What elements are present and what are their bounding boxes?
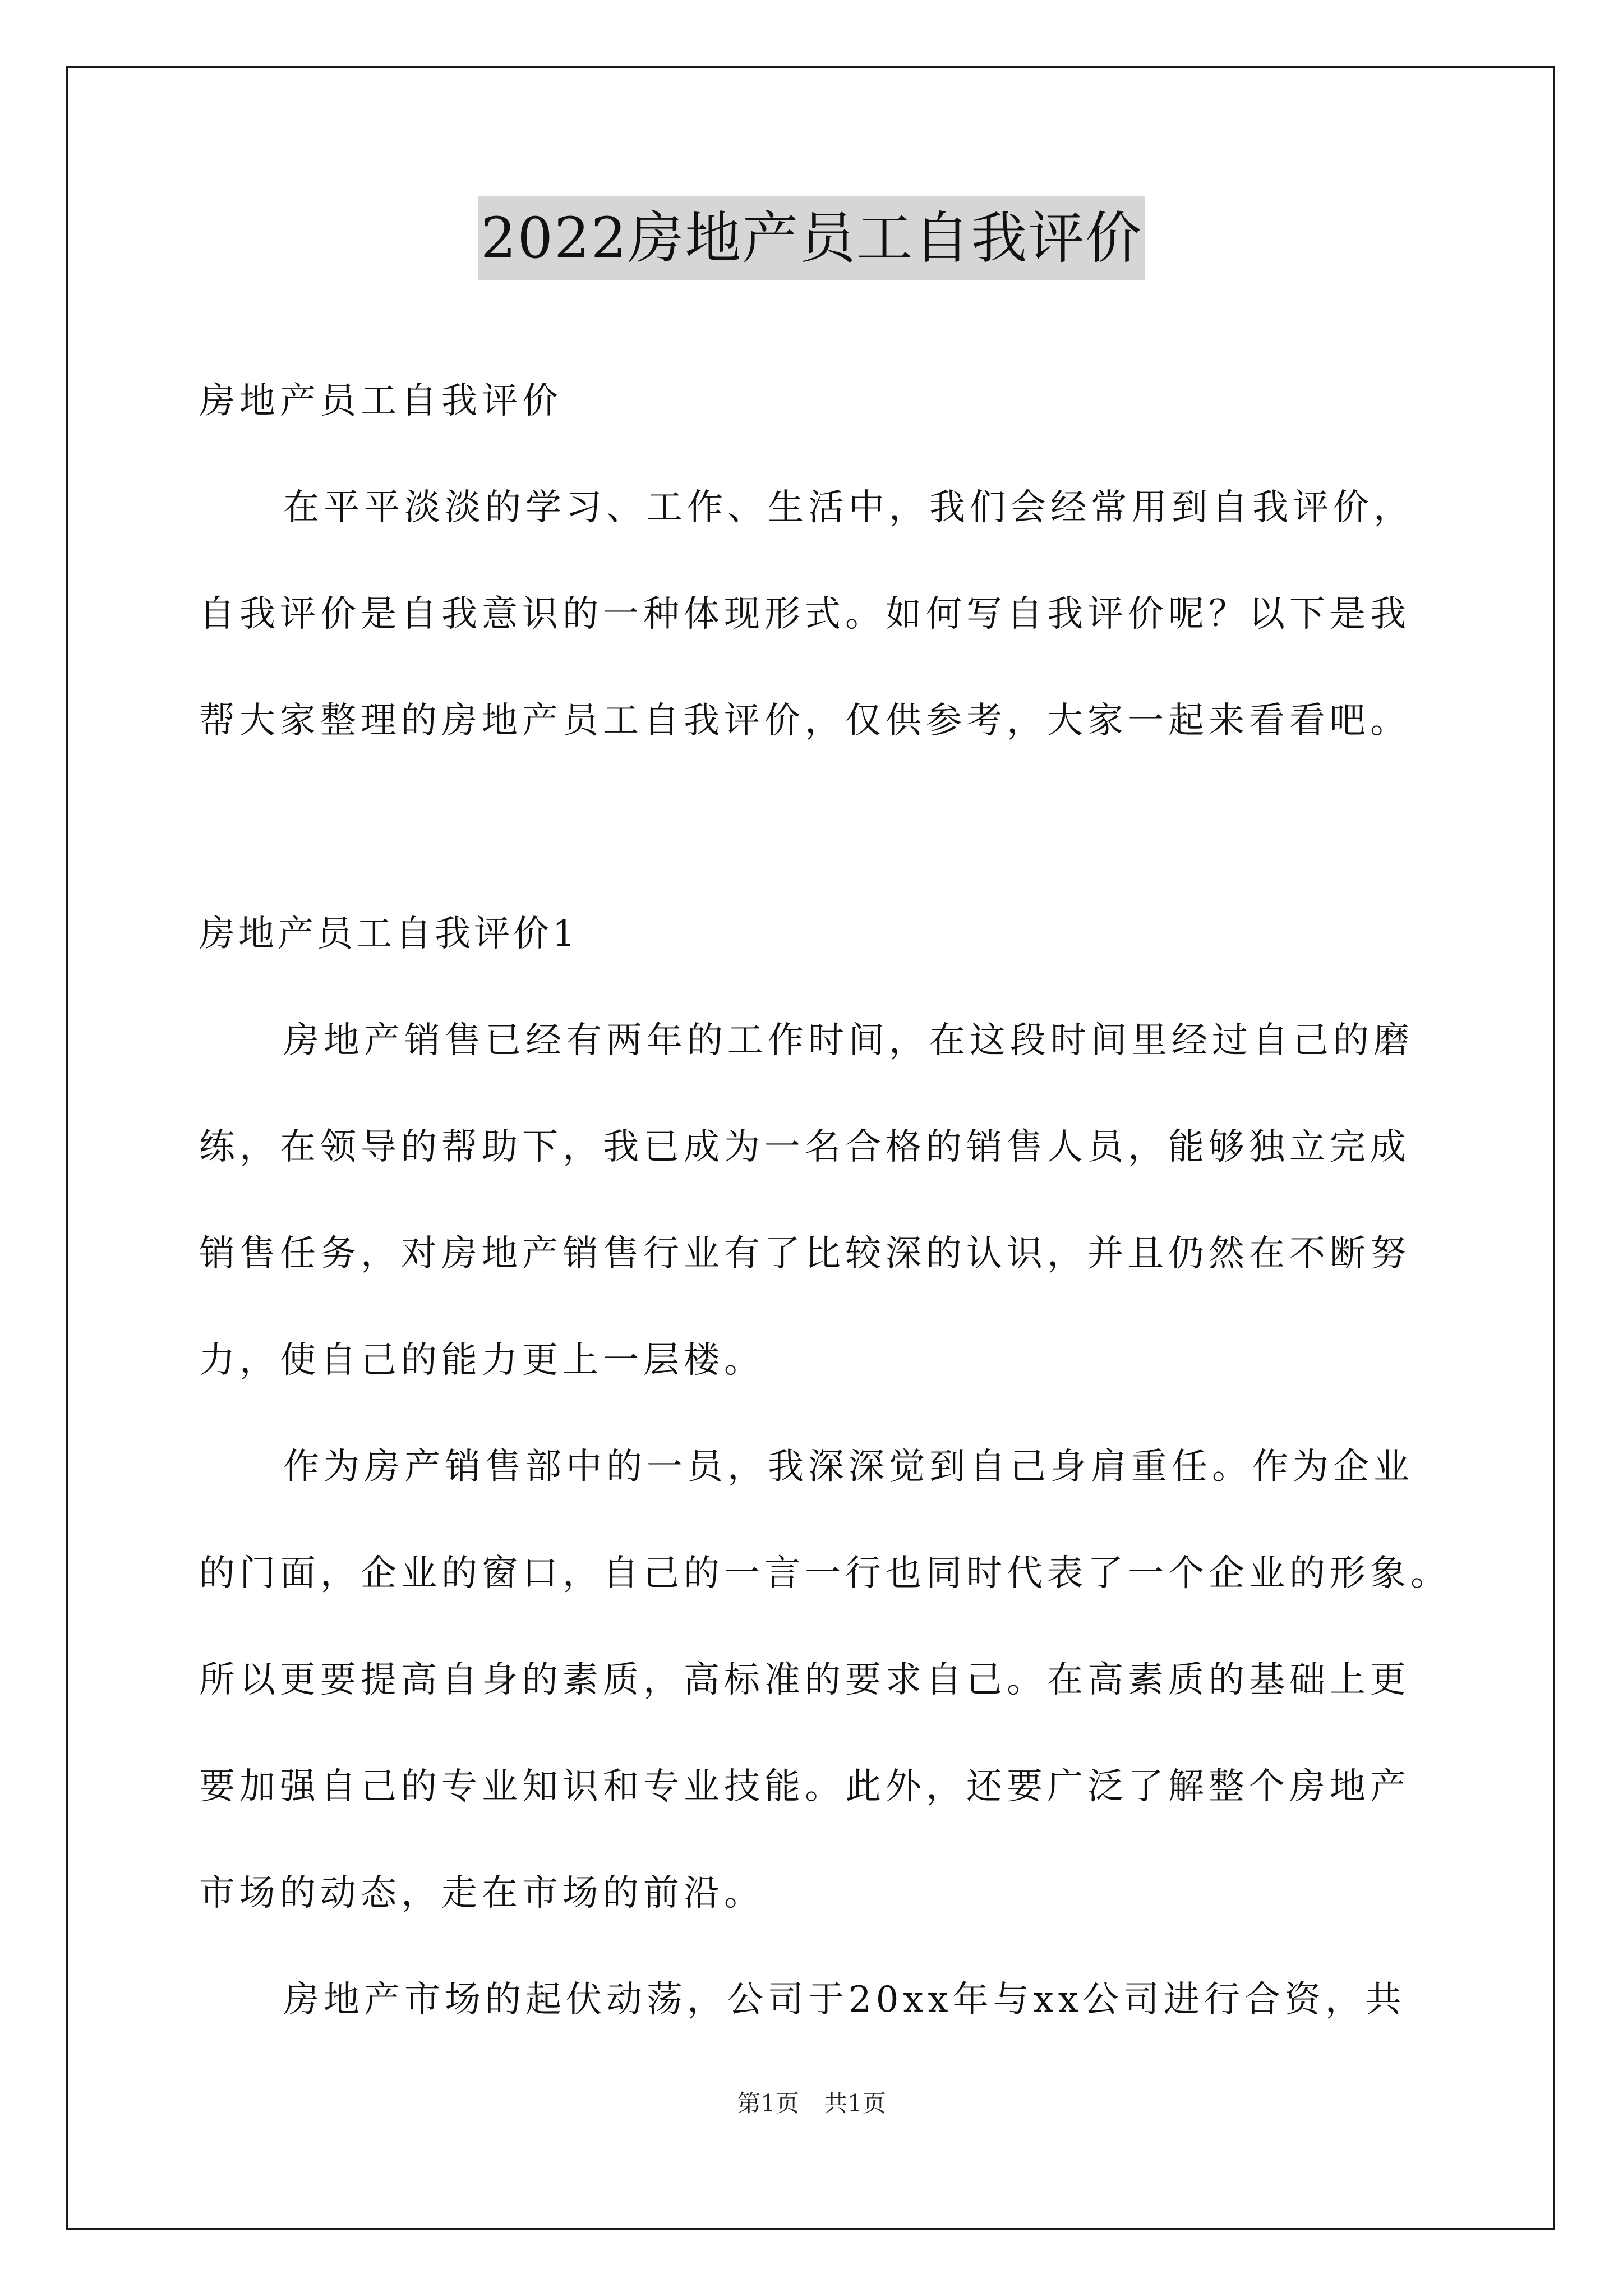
page-footer [0,2087,1623,2120]
intro-line: 自我评价是自我意识的一种体现形式。如何写自我评价呢？以下是我 [199,593,1410,635]
paragraph-line: 销售任务，对房地产销售行业有了比较深的认识，并且仍然在不断努 [199,1233,1410,1274]
paragraph-line: 房地产市场的起伏动荡，公司于20xx年与xx公司进行合资，共 [283,1979,1406,2021]
document-subtitle: 房地产员工自我评价 [199,380,562,422]
document-body [199,348,1451,2053]
intro-line: 帮大家整理的房地产员工自我评价，仅供参考，大家一起来看看吧。 [199,700,1410,742]
paragraph-line: 作为房产销售部中的一员，我深深觉到自己身肩重任。作为企业 [283,1446,1414,1488]
paragraph-line: 市场的动态，走在市场的前沿。 [199,1872,764,1914]
paragraph-line: 练，在领导的帮助下，我已成为一名合格的销售人员，能够独立完成 [199,1126,1410,1168]
section-heading: 房地产员工自我评价1 [199,913,579,955]
paragraph-line: 要加强自己的专业知识和专业技能。此外，还要广泛了解整个房地产 [199,1766,1410,1807]
document-title: 2022房地产员工自我评价 [478,196,1145,280]
paragraph-spacer [199,774,1427,881]
page-number: 第1页 [737,2090,799,2117]
title-block [0,196,1623,280]
page-total: 共1页 [824,2090,886,2117]
paragraph-line: 力，使自己的能力更上一层楼。 [199,1340,764,1381]
intro-line: 在平平淡淡的学习、工作、生活中，我们会经常用到自我评价， [283,487,1414,528]
paragraph-line: 房地产销售已经有两年的工作时间，在这段时间里经过自己的磨 [283,1020,1414,1061]
paragraph-line: 所以更要提高自身的素质，高标准的要求自己。在高素质的基础上更 [199,1659,1410,1701]
paragraph-line: 的门面，企业的窗口，自己的一言一行也同时代表了一个企业的形象。 [199,1553,1451,1594]
